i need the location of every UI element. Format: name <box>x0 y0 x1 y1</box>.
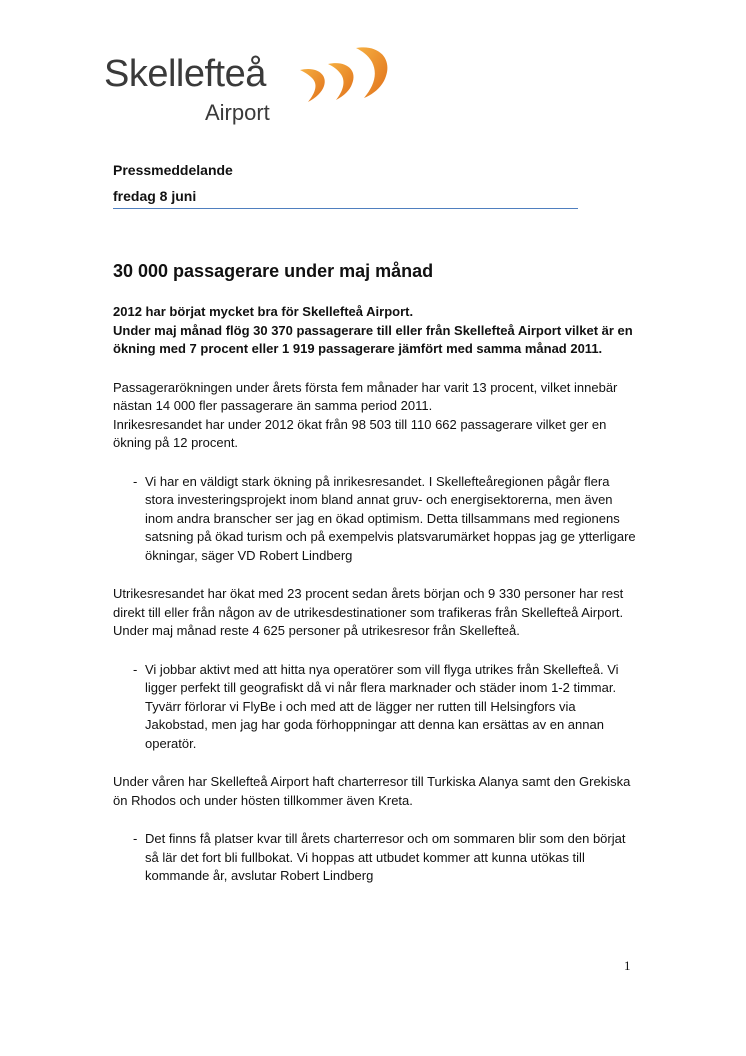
quote-domestic <box>113 473 637 566</box>
paragraph-international: Utrikesresandet har ökat med 23 procent sedan årets början och 9 330 personer har rest direkt till eller från någon av de utrikesdestinationer som trafikeras från Skellefteå Airport. Under maj månad reste 4 625 personer på utrikesresor från Skellefteå. <box>113 586 624 638</box>
paragraph-text: Inrikesresandet har under 2012 ökat från 98 503 till 110 662 passagerare vilket ger en ökning på 12 procent. <box>113 416 607 450</box>
document-type: Pressmeddelande <box>113 162 233 178</box>
quote-dash: - <box>133 473 138 489</box>
paragraph-text: Passagerarökningen under årets första fem månader har varit 13 procent, vilket innebär nästan 14 000 fler passagerare än samma period 2011. <box>113 379 618 413</box>
quote-charter <box>113 830 637 886</box>
logo-wordmark: Skellefteå <box>104 53 266 95</box>
page-number: 1 <box>624 958 631 973</box>
boomerang-swoosh-icon <box>294 40 398 104</box>
article-body <box>113 303 637 906</box>
lead-paragraph <box>113 303 637 359</box>
quote-dash: - <box>133 661 138 677</box>
lead-line-2: Under maj månad flög 30 370 passagerare till eller från Skellefteå Airport vilket är en ökning med 7 procent eller 1 919 passagerare jämfört med samma månad 2011. <box>113 322 633 356</box>
lead-line-1: 2012 har börjat mycket bra för Skellefteå Airport. <box>113 304 414 319</box>
quote-text: Vi har en väldigt stark ökning på inrikesresandet. I Skellefteåregionen pågår flera stora investeringsprojekt inom bland annat gruv- och energisektorerna, men även inom andra branscher ser jag en ökad optimism. Detta tillsammans med regionens satsning på ökad turism och på exempelvis platsvarumärket hoppas jag ge ytterligare ökningar, säger VD Robert Lindberg <box>145 473 636 563</box>
paragraph-passenger-growth <box>113 379 637 453</box>
quote-text: Det finns få platser kvar till årets charterresor och om sommaren blir som den börjat så lär det fort bli fullbokat. Vi hoppas att utbudet kommer att kunna utökas till kommande år, avslutar Robert Lindberg <box>145 831 626 883</box>
header-divider <box>113 208 578 209</box>
document-date: fredag 8 juni <box>113 188 197 204</box>
logo-subtitle: Airport <box>205 100 270 125</box>
headline: 30 000 passagerare under maj månad <box>113 261 434 281</box>
quote-international <box>113 661 637 754</box>
paragraph-charter: Under våren har Skellefteå Airport haft charterresor till Turkiska Alanya samt den Grekiska ön Rhodos och under hösten tillkommer även Kreta. <box>113 774 631 808</box>
quote-dash: - <box>133 831 138 846</box>
document-header <box>113 157 233 209</box>
quote-text: Vi jobbar aktivt med att hitta nya operatörer som vill flyga utrikes från Skellefteå. Vi ligger perfekt till geografiskt då vi når flera marknader och städer inom 1-2 timmar. Tyvärr förlorar vi FlyBe i och med att de lägger ner rutten till Helsingfors via Jakobstad, men jag har goda förhoppningar att denna kan ersättas av en annan operatör. <box>145 661 619 751</box>
skelleftea-airport-logo <box>104 36 404 132</box>
